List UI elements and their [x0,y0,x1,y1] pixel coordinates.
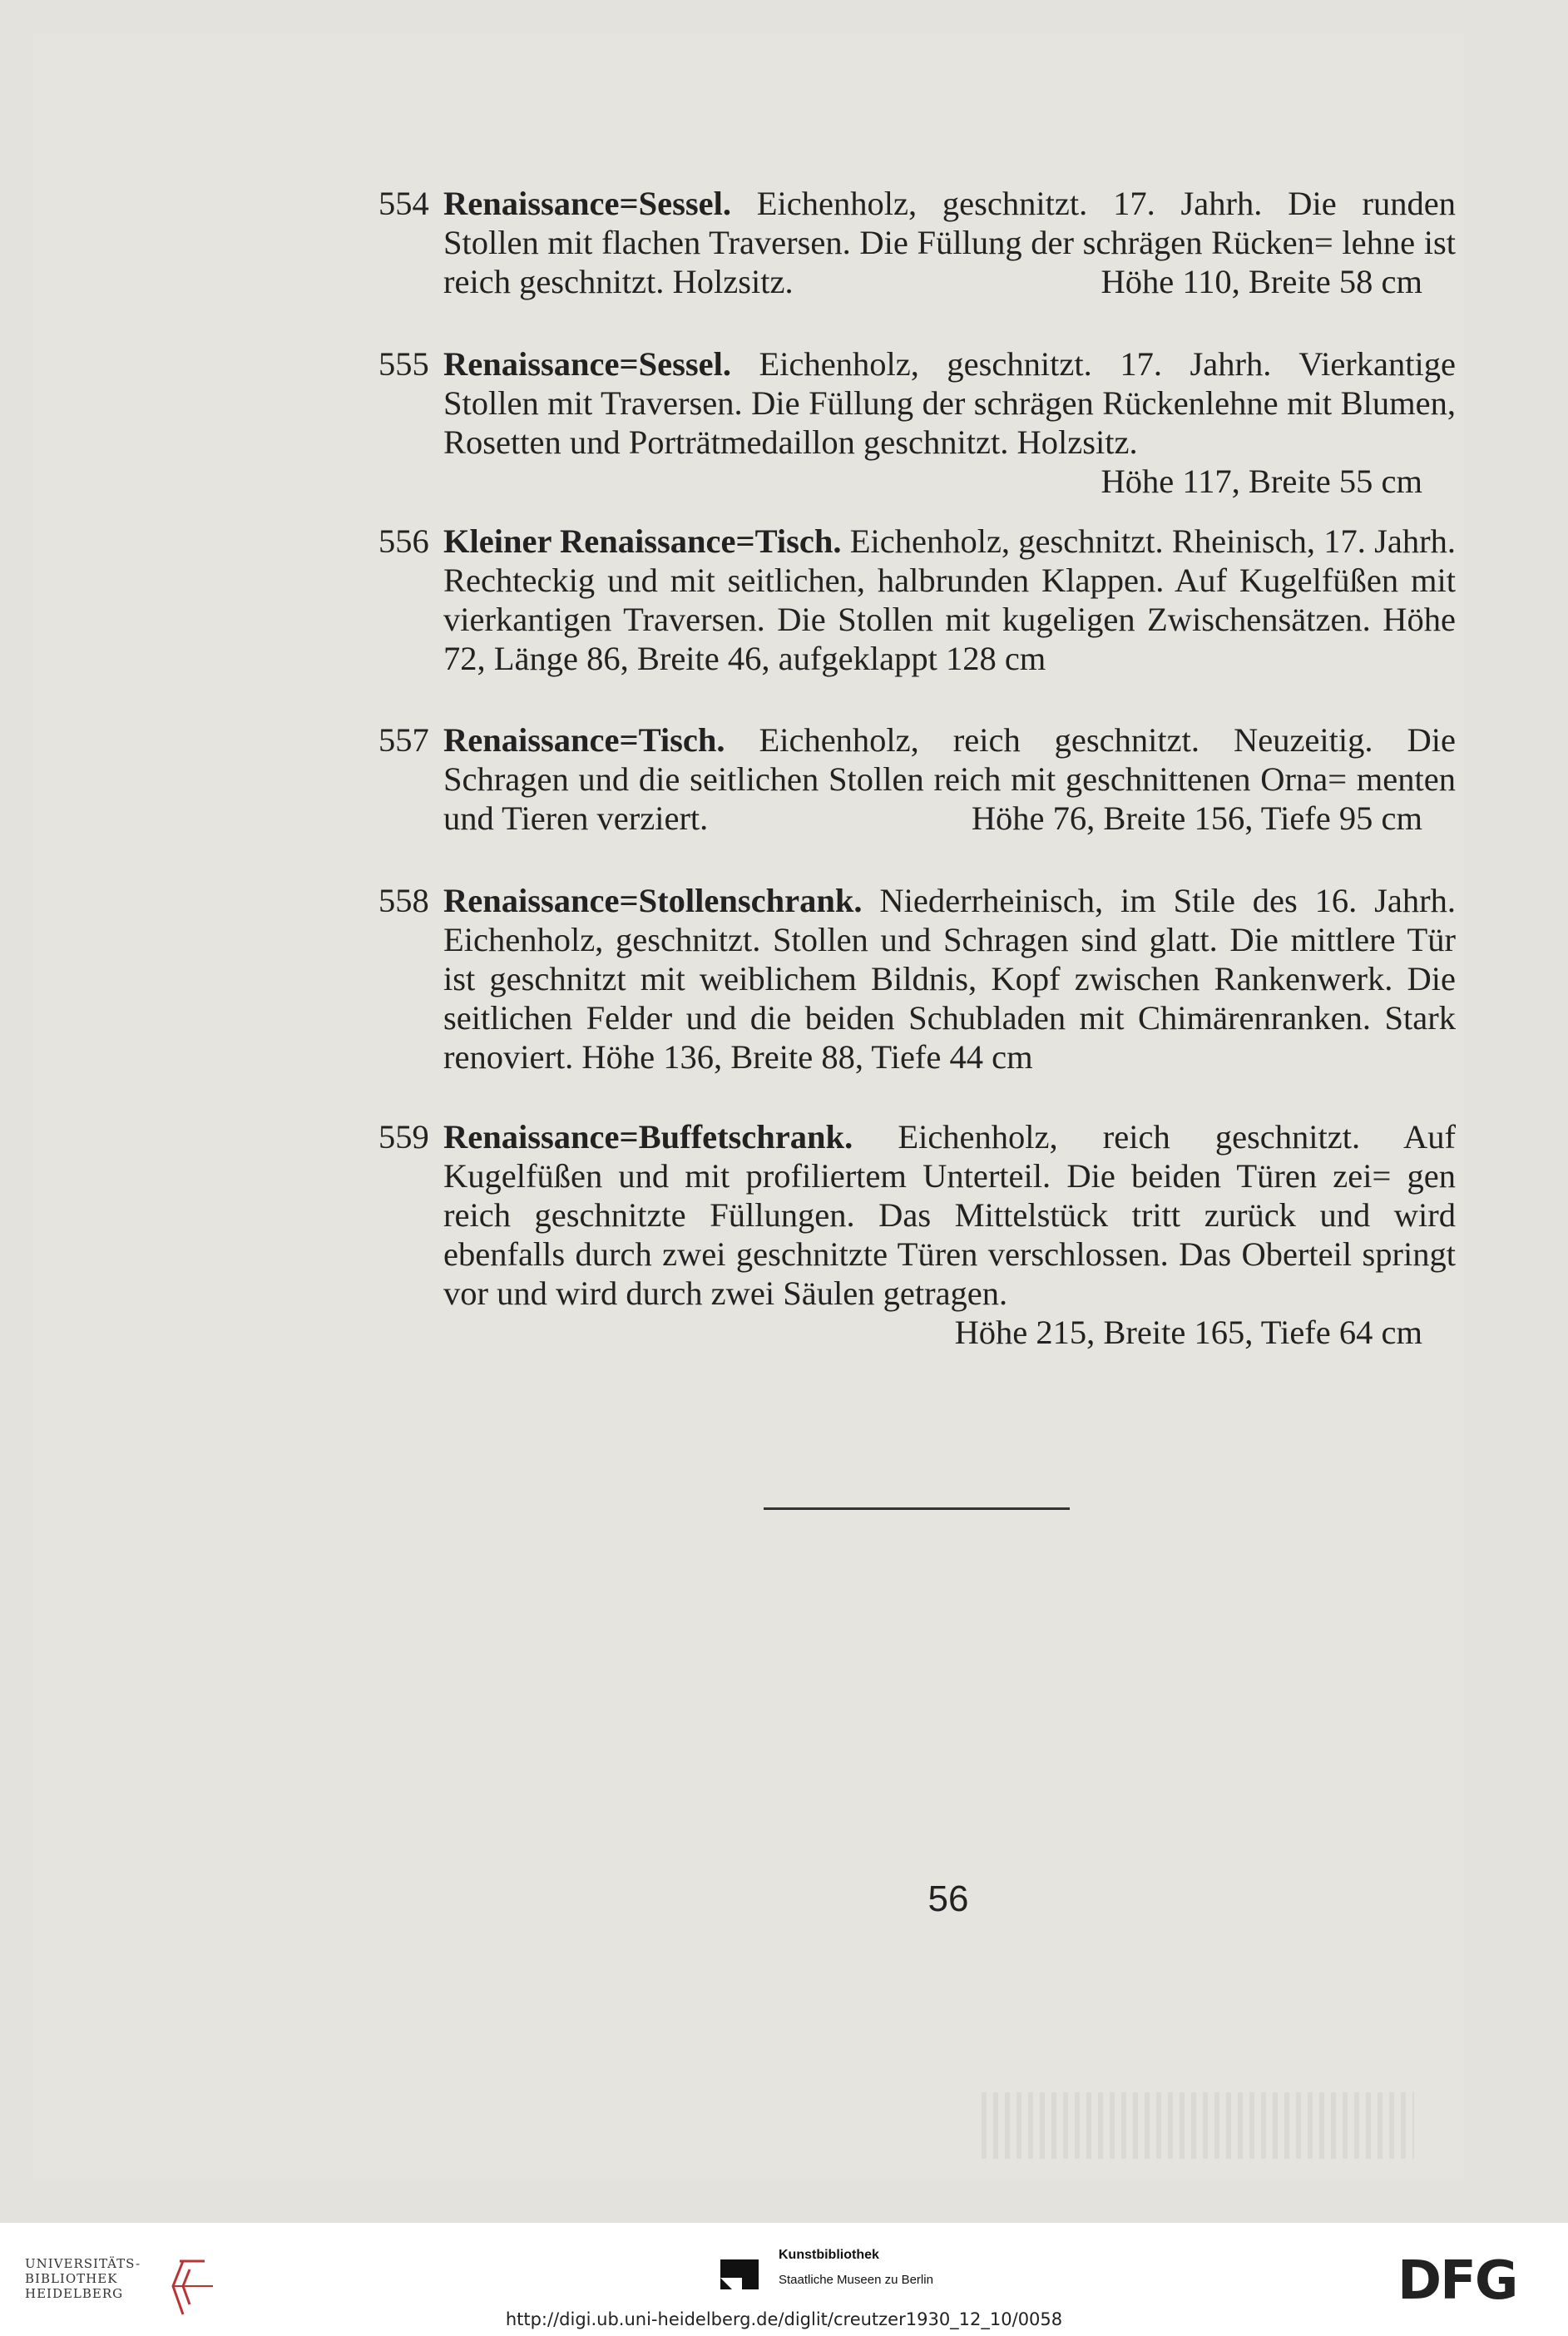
entry-number: 555 [378,345,429,383]
entry-dimensions: Höhe 215, Breite 165, Tiefe 64 cm [954,1314,1422,1351]
source-url[interactable]: http://digi.ub.uni-heidelberg.de/diglit/creutzer1930_12_10/0058 [505,2309,1063,2329]
university-line-3: HEIDELBERG [25,2286,124,2301]
entry-dimensions: Höhe 117, Breite 55 cm [1101,463,1422,500]
kunstbibliothek-logo[interactable] [717,2241,983,2299]
section-divider [764,1507,1070,1510]
entry-text: Niederrheinisch, im Stile des 16. Jahrh. Eichenholz, geschnitzt. Stollen und Schragen sind glatt. Die mittlere Tür ist geschnitzt mit weiblichem Bildnis, Kopf zwischen Rankenwerk. Die seitlichen Felder und die beiden Schubladen mit Chimärenranken. Stark renoviert. Höhe 136, Breite 88, Tiefe 44 cm [443,882,1456,1076]
entry-number: 554 [378,185,429,222]
kunstbibliothek-title: Kunstbibliothek [779,2248,879,2262]
entry-body [443,522,1456,678]
dfg-logo[interactable]: DFG [1397,2250,1517,2312]
entry-number: 557 [378,721,429,759]
entry-text: Eichenholz, reich geschnitzt. Auf Kugelfüßen und mit profiliertem Unterteil. Die beiden Türen zei= gen reich geschnitzte Füllungen. Das Mittelstück tritt zurück und wird ebenfalls durch zwei geschnitzte Türen verschlossen. Das Oberteil springt vor und wird durch zwei Säulen getragen. [443,1118,1457,1312]
entry-title: Renaissance=Tisch. [443,721,725,759]
entry-title: Renaissance=Stollenschrank. [443,882,863,919]
entry-body [443,184,1456,301]
entry-text: Eichenholz, geschnitzt. 17. Jahrh. Vierkantige Stollen mit Traversen. Die Füllung der schrägen Rückenlehne mit Blumen, Rosetten und Porträtmedaillon geschnitzt. Holzsitz. [443,345,1456,461]
catalog-entry-554 [378,184,1456,301]
entry-text: Eichenholz, geschnitzt. Rheinisch, 17. Jahrh. Rechteckig und mit seitlichen, halbrunden Klappen. Auf Kugelfüßen mit vierkantigen Traversen. Die Stollen mit kugeligen Zwischensätzen. Höhe 72, Länge 86, Breite 46, aufgeklappt 128 cm [443,522,1456,677]
entry-title: Renaissance=Sessel. [443,345,731,383]
entry-number: 558 [378,882,429,919]
entry-body [443,720,1456,838]
catalog-entry-556 [378,522,1456,678]
entry-text: Eichenholz, reich geschnitzt. Neuzeitig. Die Schragen und die seitlichen Stollen reich mit geschnittenen Orna= menten und Tieren verziert. [443,721,1456,837]
heidelberg-library-logo[interactable] [25,2256,208,2314]
kunstbibliothek-icon [717,2248,762,2293]
entry-text: Eichenholz, geschnitzt. 17. Jahrh. Die runden Stollen mit flachen Traversen. Die Füllung der schrägen Rücken= lehne ist reich geschnitzt. Holzsitz. [443,185,1457,300]
entry-number: 556 [378,522,429,560]
entry-dimensions: Höhe 110, Breite 58 cm [1101,263,1422,300]
catalog-entry-558 [378,881,1456,1076]
catalog-entry-559 [378,1117,1456,1352]
kunstbibliothek-subtitle: Staatliche Museen zu Berlin [779,2273,933,2287]
university-line-2: BIBLIOTHEK [25,2271,118,2286]
entry-number: 559 [378,1118,429,1156]
entry-body [443,344,1456,501]
catalog-entry-557 [378,720,1456,838]
university-line-1: UNIVERSITÄTS- [25,2256,141,2271]
entry-body [443,881,1456,1076]
entry-body [443,1117,1456,1352]
entry-title: Renaissance=Sessel. [443,185,731,222]
entry-title: Kleiner Renaissance=Tisch. [443,522,842,560]
heidelberg-logo-icon [165,2256,215,2318]
entry-title: Renaissance=Buffetschrank. [443,1118,853,1156]
faded-stamp [982,2092,1414,2159]
entry-dimensions: Höhe 76, Breite 156, Tiefe 95 cm [971,799,1422,837]
page-number: 56 [927,1878,969,1919]
catalog-entry-555 [378,344,1456,501]
